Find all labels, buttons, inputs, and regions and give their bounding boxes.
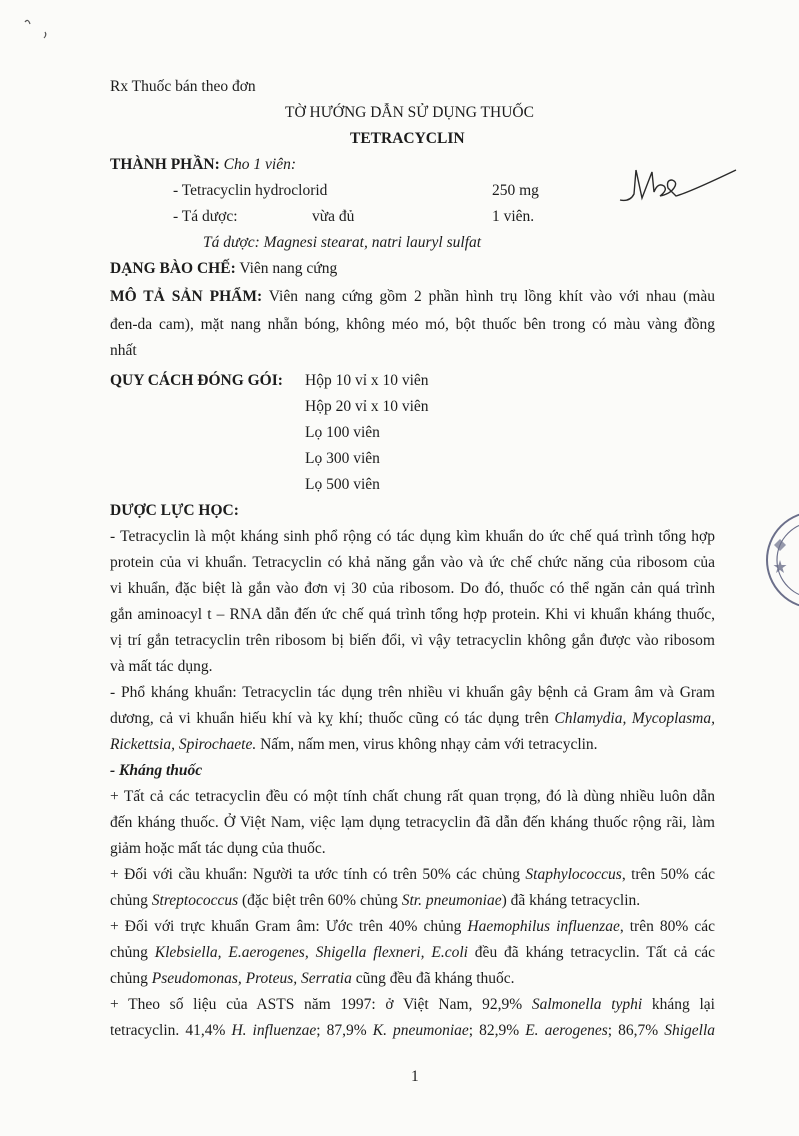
resistance-organism: Streptococcus xyxy=(151,892,239,909)
description-text-1: Viên nang cứng gồm 2 phần hình trụ lồng khít vào với nhau (màu xyxy=(268,288,715,305)
resistance-line xyxy=(110,866,715,884)
resistance-organism: Haemophilus influenzae xyxy=(467,918,620,935)
pharmacodynamics-line: gắn aminoacyl t – RNA dẫn đến ức chế quá trình tổng hợp protein. Khi vi khuẩn kháng thuốc, xyxy=(110,606,715,623)
resistance-text: + Đối với cầu khuẩn: Người ta ước tính có trên 50% các chủng xyxy=(110,866,526,883)
page-number: 1 xyxy=(411,1068,419,1085)
pharmacodynamics-line: - Tetracyclin là một kháng sinh phổ rộng có tác dụng kìm khuẩn do ức chế quá trình tổng hợp xyxy=(110,528,715,545)
spectrum-line-2 xyxy=(110,710,715,728)
resistance-text: cũng đều đã kháng thuốc. xyxy=(351,970,515,987)
spectrum-text: Nấm, nấm men, virus không nhạy cảm với tetracyclin. xyxy=(256,736,598,753)
resistance-text: ; 86,7% xyxy=(607,1022,665,1039)
resistance-text: + Đối với trực khuẩn Gram âm: Ước trên 40% chủng xyxy=(110,918,468,935)
resistance-line xyxy=(110,1022,715,1040)
seal-stamp-icon xyxy=(760,505,799,615)
pharmacodynamics-line: và mất tác dụng. xyxy=(110,658,213,675)
resistance-text: đều đã kháng tetracyclin. Tất cả các xyxy=(467,944,715,961)
resistance-organism: Salmonella typhi xyxy=(531,996,643,1013)
packaging-item: Lọ 300 viên xyxy=(305,450,380,467)
resistance-text: chủng xyxy=(110,944,155,961)
pharmacodynamics-line: vị trí gắn tetracyclin trên ribosom bị biến đổi, vì vậy tetracyclin không gắn được vào ribosom xyxy=(110,632,715,649)
drug-name: TETRACYCLIN xyxy=(350,130,465,147)
resistance-line xyxy=(110,996,715,1014)
document-title: TỜ HƯỚNG DẪN SỬ DỤNG THUỐC xyxy=(285,104,534,121)
resistance-organism: Staphylococcus xyxy=(525,866,622,883)
pharmacodynamics-line: protein của vi khuẩn. Tetracyclin có khả năng gắn vào và ức chế chức năng của ribosom của xyxy=(110,554,715,571)
resistance-text: (đặc biệt trên 60% chủng xyxy=(238,892,402,909)
description-line-2: đen-da cam), mặt nang nhẵn bóng, không méo mó, bột thuốc bên trong có màu vàng đồng xyxy=(110,316,715,333)
resistance-line xyxy=(110,918,715,936)
packaging-item: Hộp 20 vỉ x 10 viên xyxy=(305,398,429,415)
signature-icon xyxy=(618,160,738,220)
resistance-organism: Klebsiella, E.aerogenes, Shigella flexneri, E.coli xyxy=(154,944,468,961)
resistance-text: , trên 50% các xyxy=(621,866,715,883)
packaging-item: Lọ 100 viên xyxy=(305,424,380,441)
resistance-line: giảm hoặc mất tác dụng của thuốc. xyxy=(110,840,326,857)
dosage-form-row xyxy=(110,260,715,278)
excipient-list: Tá dược: Magnesi stearat, natri lauryl sulfat xyxy=(203,234,482,251)
resistance-organism: Shigella xyxy=(664,1022,716,1039)
packaging-item: Hộp 10 vỉ x 10 viên xyxy=(305,372,429,389)
rx-label: Rx Thuốc bán theo đơn xyxy=(110,78,256,95)
resistance-text: kháng lại xyxy=(642,996,715,1013)
spectrum-line-1: - Phổ kháng khuẩn: Tetracyclin tác dụng trên nhiều vi khuẩn gây bệnh cả Gram âm và Gram xyxy=(110,684,715,701)
excipient-amount: vừa đủ xyxy=(312,208,355,225)
resistance-line xyxy=(110,944,715,962)
description-line-3: nhất xyxy=(110,342,137,359)
resistance-text: + Theo số liệu của ASTS năm 1997: ở Việt Nam, 92,9% xyxy=(110,996,532,1013)
composition-per: Cho 1 viên: xyxy=(223,156,296,173)
resistance-heading: - Kháng thuốc xyxy=(110,762,203,779)
description-heading: MÔ TẢ SẢN PHẨM: xyxy=(110,288,263,305)
resistance-line xyxy=(110,970,515,988)
excipient-name: - Tá dược: xyxy=(173,208,238,225)
resistance-organism: Str. pneumoniae xyxy=(401,892,502,909)
packaging-heading: QUY CÁCH ĐÓNG GÓI: xyxy=(110,372,283,389)
resistance-organism: H. influenzae xyxy=(231,1022,317,1039)
packaging-item: Lọ 500 viên xyxy=(305,476,380,493)
description-line-1 xyxy=(110,288,715,306)
spectrum-organisms: Chlamydia, Mycoplasma, xyxy=(554,710,715,727)
resistance-text: ) đã kháng tetracyclin. xyxy=(501,892,641,909)
dosage-form-heading: DẠNG BÀO CHẾ: xyxy=(110,260,236,277)
resistance-organism: K. pneumoniae xyxy=(372,1022,469,1039)
resistance-organism: E. aerogenes xyxy=(525,1022,608,1039)
dosage-form-value: Viên nang cứng xyxy=(239,260,338,277)
resistance-text: chủng xyxy=(110,970,152,987)
ingredient-name: - Tetracyclin hydroclorid xyxy=(173,182,328,199)
resistance-text: chủng xyxy=(110,892,152,909)
resistance-line: + Tất cả các tetracyclin đều có một tính chất chung rất quan trọng, đó là dùng nhiều luôn dẫn xyxy=(110,788,715,805)
resistance-organism: Pseudomonas, Proteus, Serratia xyxy=(151,970,352,987)
pharmacodynamics-heading: DƯỢC LỰC HỌC: xyxy=(110,502,239,519)
resistance-text: ; 87,9% xyxy=(316,1022,373,1039)
ingredient-qty: 250 mg xyxy=(492,182,539,199)
composition-heading: THÀNH PHẦN: xyxy=(110,156,220,173)
spectrum-line-3 xyxy=(110,736,598,754)
resistance-line xyxy=(110,892,640,910)
resistance-line: đến kháng thuốc. Ở Việt Nam, việc lạm dụng tetracyclin đã dẫn đến kháng thuốc rộng rãi, làm xyxy=(110,814,715,831)
resistance-text: ; 82,9% xyxy=(468,1022,526,1039)
excipient-qty: 1 viên. xyxy=(492,208,535,225)
spectrum-text: dương, cả vi khuẩn hiếu khí và kỵ khí; thuốc cũng có tác dụng trên xyxy=(110,710,555,727)
resistance-text: tetracyclin. 41,4% xyxy=(110,1022,232,1039)
spectrum-organisms: Rickettsia, Spirochaete. xyxy=(110,736,257,753)
resistance-text: , trên 80% các xyxy=(619,918,715,935)
corner-mark-icon xyxy=(20,10,60,50)
pharmacodynamics-line: vi khuẩn, đặc biệt là gắn vào đơn vị 30 của ribosom. Do đó, thuốc có thể ngăn cản quá trình xyxy=(110,580,715,597)
